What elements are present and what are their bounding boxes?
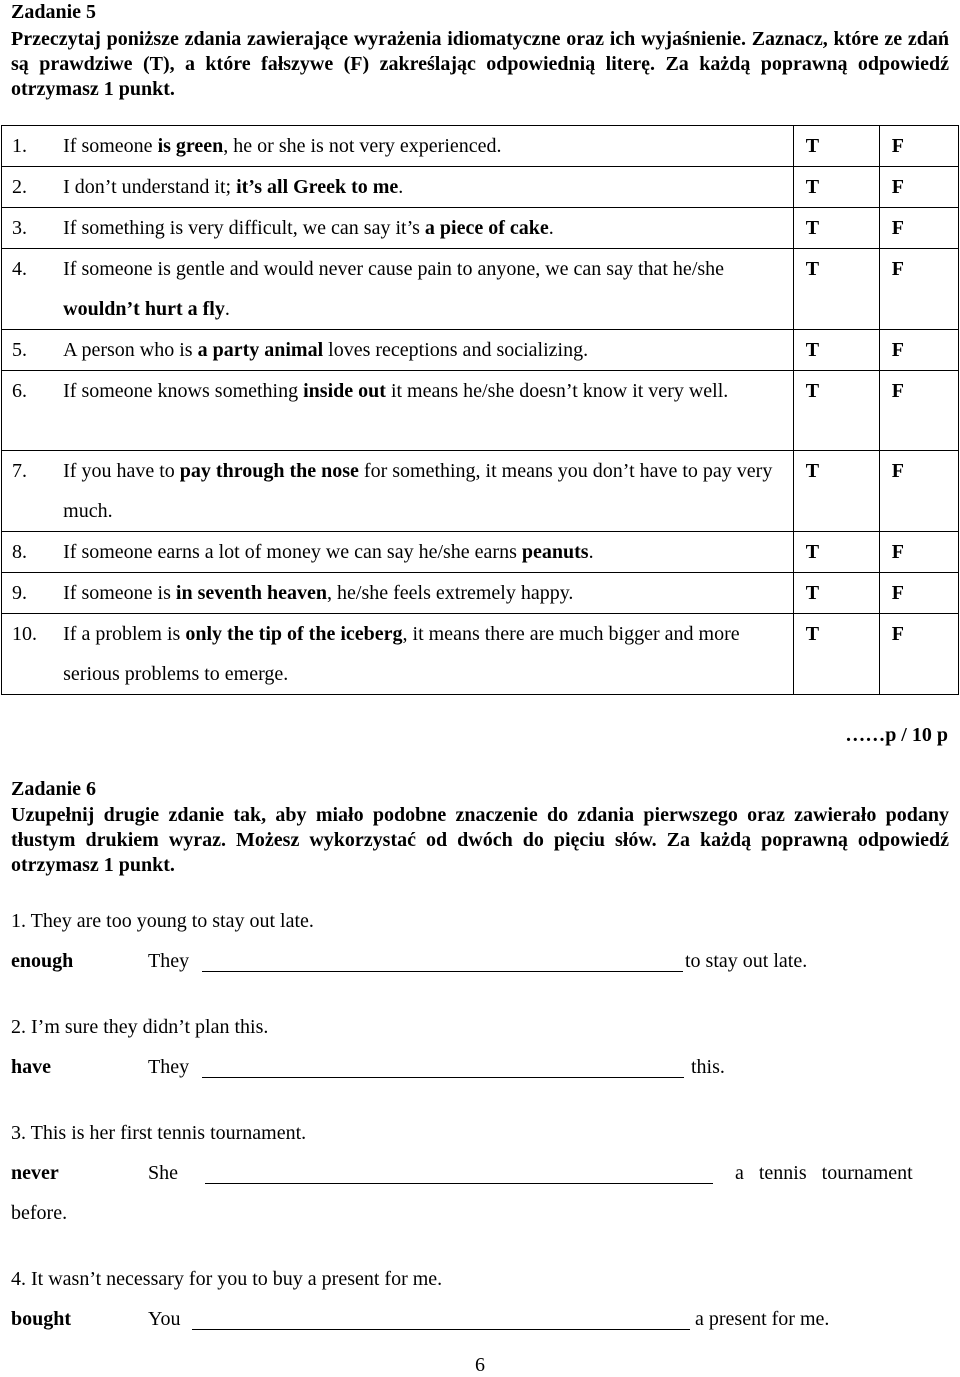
task6-subject-1: They <box>148 950 190 972</box>
idiom: pay through the nose <box>179 460 359 482</box>
task6-rest-3: a tennis tournament <box>735 1162 913 1184</box>
task6-subject-2: They <box>148 1056 190 1078</box>
false-option[interactable]: F <box>879 208 958 249</box>
true-option[interactable]: T <box>793 371 879 451</box>
idiom: inside out <box>303 380 386 402</box>
false-option[interactable]: F <box>879 126 958 167</box>
task6-sentence-2: 2. I’m sure they didn’t plan this. <box>11 1016 269 1038</box>
idiom: a piece of cake <box>424 217 549 239</box>
statement-post: , it means there are much bigger and more serious problems to emerge. <box>63 623 740 685</box>
statement-text <box>63 451 793 532</box>
task6-rest-4: a present for me. <box>695 1308 830 1330</box>
idiom: only the tip of the iceberg <box>185 623 403 645</box>
statement-pre: If someone is <box>63 582 176 604</box>
statement-text <box>63 208 793 249</box>
task6-keyword-2: have <box>11 1056 51 1078</box>
statement-row <box>2 573 959 614</box>
true-option[interactable]: T <box>793 167 879 208</box>
statement-text <box>63 614 793 695</box>
answer-blank-2[interactable] <box>202 1077 684 1078</box>
task5-title: Zadanie 5 <box>11 1 97 23</box>
statement-pre: If something is very difficult, we can say it’s <box>63 217 425 239</box>
statement-post: . <box>548 217 554 239</box>
answer-blank-1[interactable] <box>202 971 683 972</box>
task6-sentence-3: 3. This is her first tennis tournament. <box>11 1122 307 1144</box>
answer-blank-3[interactable] <box>205 1183 713 1184</box>
task6-sentence-4: 4. It wasn’t necessary for you to buy a present for me. <box>11 1268 443 1290</box>
statement-number: 8. <box>2 532 64 573</box>
statement-text <box>63 167 793 208</box>
statement-pre: If you have to <box>63 460 180 482</box>
true-option[interactable]: T <box>793 614 879 695</box>
true-option[interactable]: T <box>793 126 879 167</box>
idiom: a party animal <box>197 339 324 361</box>
statement-number: 2. <box>2 167 64 208</box>
statement-row <box>2 451 959 532</box>
false-option[interactable]: F <box>879 573 958 614</box>
true-option[interactable]: T <box>793 330 879 371</box>
statement-text <box>63 330 793 371</box>
true-option[interactable]: T <box>793 249 879 330</box>
statement-row <box>2 330 959 371</box>
statement-pre: If someone earns a lot of money we can say he/she earns <box>63 541 522 563</box>
statement-text <box>63 532 793 573</box>
page-number: 6 <box>475 1354 485 1376</box>
task6-rest-3b: before. <box>11 1202 68 1224</box>
statement-text <box>63 249 793 330</box>
statement-number: 10. <box>2 614 64 695</box>
true-false-table <box>1 125 959 695</box>
idiom: is green <box>157 135 224 157</box>
true-option[interactable]: T <box>793 208 879 249</box>
statement-row <box>2 532 959 573</box>
statement-row <box>2 126 959 167</box>
statement-pre: If someone <box>63 135 158 157</box>
true-option[interactable]: T <box>793 532 879 573</box>
false-option[interactable]: F <box>879 614 958 695</box>
task6-keyword-3: never <box>11 1162 59 1184</box>
statement-pre: I don’t understand it; <box>63 176 237 198</box>
task6-subject-3: She <box>148 1162 178 1184</box>
task6-title: Zadanie 6 <box>11 778 97 800</box>
statement-pre: If a problem is <box>63 623 186 645</box>
true-option[interactable]: T <box>793 573 879 614</box>
task6-subject-4: You <box>148 1308 181 1330</box>
statement-post: loves receptions and socializing. <box>323 339 589 361</box>
statement-post: for something, it means you don’t have to pay very much. <box>63 460 773 522</box>
statement-post: , he or she is not very experienced. <box>223 135 502 157</box>
false-option[interactable]: F <box>879 167 958 208</box>
task6-rest-1: to stay out late. <box>685 950 808 972</box>
idiom: peanuts <box>521 541 589 563</box>
statement-number: 4. <box>2 249 64 330</box>
statement-text <box>63 126 793 167</box>
statement-text <box>63 573 793 614</box>
false-option[interactable]: F <box>879 371 958 451</box>
statement-row <box>2 614 959 695</box>
statement-number: 5. <box>2 330 64 371</box>
false-option[interactable]: F <box>879 532 958 573</box>
answer-blank-4[interactable] <box>192 1329 690 1330</box>
task6-sentence-1: 1. They are too young to stay out late. <box>11 910 314 932</box>
false-option[interactable]: F <box>879 330 958 371</box>
statement-number: 7. <box>2 451 64 532</box>
statement-row <box>2 167 959 208</box>
statement-row <box>2 249 959 330</box>
statement-number: 1. <box>2 126 64 167</box>
false-option[interactable]: F <box>879 451 958 532</box>
statement-row <box>2 208 959 249</box>
statement-number: 9. <box>2 573 64 614</box>
statement-post: , he/she feels extremely happy. <box>327 582 574 604</box>
statement-post: . <box>588 541 594 563</box>
idiom: in seventh heaven <box>175 582 328 604</box>
statement-pre: If someone knows something <box>63 380 304 402</box>
task6-keyword-4: bought <box>11 1308 72 1330</box>
statement-pre: A person who is <box>63 339 198 361</box>
idiom: it’s all Greek to me <box>236 176 399 198</box>
task6-rest-2: this. <box>691 1056 725 1078</box>
true-option[interactable]: T <box>793 451 879 532</box>
statement-post: . <box>224 298 230 320</box>
statement-number: 6. <box>2 371 64 451</box>
task6-keyword-1: enough <box>11 950 74 972</box>
statement-row <box>2 371 959 451</box>
task5-instruction: Przeczytaj poniższe zdania zawierające wyrażenia idiomatyczne oraz ich wyjaśnienie. Zaznacz, które ze zdań są prawdziwe (T), a które fałszywe (F) zakreślając odpowiednią literę. Za każdą poprawną odpowiedź otrzymasz 1 punkt. <box>11 28 949 100</box>
statement-pre: If someone is gentle and would never cause pain to anyone, we can say that he/she <box>63 258 725 280</box>
task6-instruction: Uzupełnij drugie zdanie tak, aby miało podobne znaczenie do zdania pierwszego oraz zawierało podany tłustym drukiem wyraz. Możesz wykorzystać od dwóch do pięciu słów. Za każdą poprawną odpowiedź otrzymasz 1 punkt. <box>11 804 949 876</box>
idiom: wouldn’t hurt a fly <box>63 298 225 320</box>
statement-post: . <box>398 176 404 198</box>
false-option[interactable]: F <box>879 249 958 330</box>
task5-score: ……p / 10 p <box>845 724 948 746</box>
statement-text <box>63 371 793 451</box>
statement-post: it means he/she doesn’t know it very well. <box>385 380 729 402</box>
statement-number: 3. <box>2 208 64 249</box>
